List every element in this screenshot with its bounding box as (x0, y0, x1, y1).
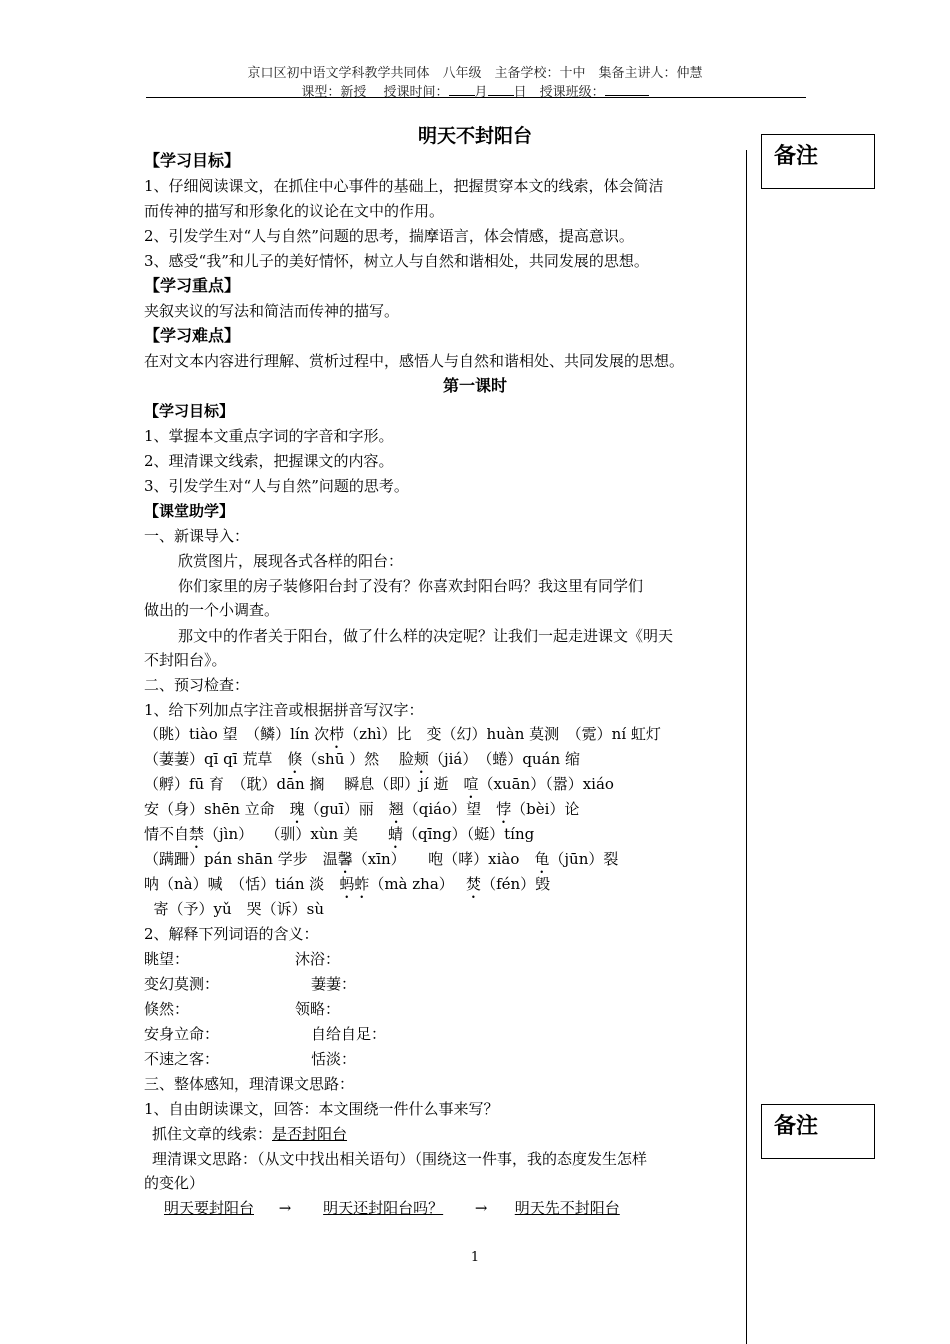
difficulty-line: 在对文本内容进行理解、赏析过程中，感悟人与自然和谐相处、共同发展的思想。 (144, 352, 685, 370)
pinyin-text: （xuān）（嚣）xiáo (478, 775, 614, 793)
intro-heading: 一、新课导入： (144, 527, 250, 545)
lesson-heading: 第一课时 (442, 376, 507, 395)
time-label: 授课时间： (383, 85, 449, 100)
note-box-2 (761, 1104, 875, 1159)
pinyin-text: 呐（nà）喊 （恬）tián 淡 (144, 875, 340, 893)
pinyin-row-1 (144, 724, 661, 752)
dotted-char: 蜻 (387, 825, 403, 843)
preview-heading: 二、预习检查： (144, 676, 250, 694)
dotted-char: 悖 (496, 800, 512, 818)
lesson-goal-2: 2、理清课文线索，把握课文的内容。 (144, 452, 394, 470)
arrow-icon: → (474, 1199, 488, 1217)
pinyin-text: （shū ）然 脸 (302, 750, 414, 768)
intro-line-1: 欣赏图片，展现各式各样的阳台： (178, 552, 404, 570)
pinyin-text: （qīng）（蜓）tíng (402, 825, 535, 843)
dotted-char: 颊 (413, 750, 429, 768)
dotted-char: 倏 (287, 750, 303, 768)
word-item: 萋萋： (311, 975, 357, 993)
pinyin-text: （mà zha） (369, 875, 467, 893)
word-item: 变幻莫测： (144, 975, 220, 993)
pinyin-text: （xīn） 咆（哮）xiào (352, 850, 535, 868)
class-blank (605, 81, 649, 96)
pinyin-text: （蹒跚）pán shān 学步 温 (144, 850, 338, 868)
page-title: 明天不封阳台 (417, 125, 532, 147)
pinyin-text: （萋萋）qī qī 荒草 (144, 750, 288, 768)
note-label-1: 备注 (774, 144, 819, 169)
flow-step-1: 明天要封阳台 (163, 1199, 254, 1217)
goal-line-3: 2、引发学生对“人与自然”问题的思考，揣摩语言，体会情感，提高意识。 (144, 227, 634, 245)
clue-label: 抓住文章的线索： (152, 1125, 273, 1143)
word-item: 眺望： (144, 950, 190, 968)
lesson-goals-heading: 【学习目标】 (144, 402, 235, 420)
outline-line-2: 的变化） (144, 1174, 205, 1192)
pinyin-text: （qiáo）望 (403, 800, 497, 818)
intro-line-5: 不封阳台》。 (144, 651, 227, 669)
month-blank (449, 81, 475, 96)
word-item: 领略： (295, 1000, 341, 1018)
margin-divider (746, 150, 747, 1344)
goal-line-2: 而传神的描写和形象化的议论在文中的作用。 (144, 202, 445, 220)
dotted-char: 禁 (189, 825, 205, 843)
dotted-char: 馨 (337, 850, 353, 868)
word-item: 安身立命： (144, 1025, 220, 1043)
pinyin-row-5 (144, 824, 534, 852)
pinyin-text: （眺）tiào 望 （鳞）lín 次 (144, 725, 330, 743)
day-blank (488, 81, 514, 96)
section-difficulty-heading: 【学习难点】 (144, 326, 241, 345)
header-divider (146, 97, 806, 98)
pinyin-row-7 (144, 874, 550, 902)
intro-line-2: 你们家里的房子装修阳台封了没有？你喜欢封阳台吗？我这里有同学们 (178, 577, 644, 595)
pinyin-text: （fén）毁 (481, 875, 551, 893)
note-label-2: 备注 (774, 1114, 819, 1139)
pinyin-text: （guī）丽 (304, 800, 389, 818)
goal-line-4: 3、感受“我”和儿子的美好情怀，树立人与自然和谐相处，共同发展的思想。 (144, 252, 649, 270)
dotted-char: 龟 (534, 850, 550, 868)
attitude-flow (144, 1198, 642, 1218)
pinyin-text: 安（身）shēn 立命 (144, 800, 290, 818)
pinyin-row-4 (144, 799, 579, 827)
word-item: 自给自足： (311, 1025, 387, 1043)
dotted-char: 焚 (466, 875, 482, 893)
pinyin-text: 情不自 (144, 825, 190, 843)
dotted-char: 翘 (388, 800, 404, 818)
word-item: 不速之客： (144, 1050, 220, 1068)
explain-heading: 2、解释下列词语的含义： (144, 925, 319, 943)
word-item: 恬淡： (311, 1050, 357, 1068)
month-label: 月 (474, 85, 488, 100)
flow-step-2: 明天还封阳台吗？ (323, 1199, 444, 1217)
section-goals-heading: 【学习目标】 (144, 151, 241, 170)
dotted-char: 喧 (463, 775, 479, 793)
course-type: 课型：新授 (301, 85, 367, 100)
overview-heading: 三、整体感知，理清课文思路： (144, 1075, 355, 1093)
day-label: 日 (513, 85, 527, 100)
dotted-char: 瑰 (289, 800, 305, 818)
pinyin-text: （jiá） （蜷）quán 缩 (428, 750, 580, 768)
pinyin-text: （zhì）比 变（幻）huàn 莫测 （霓）ní 虹灯 (344, 725, 661, 743)
class-label: 授课班级： (539, 85, 605, 100)
lesson-goal-3: 3、引发学生对“人与自然”问题的思考。 (144, 477, 409, 495)
pinyin-text: （jūn）裂 (549, 850, 619, 868)
dotted-char: 栉 (329, 725, 345, 743)
header-line1: 京口区初中语文学科教学共同体 八年级 主备学校：十中 集备主讲人：仲慧 (247, 66, 703, 81)
lesson-goal-1: 1、掌握本文重点字词的字音和字形。 (144, 427, 394, 445)
word-item: 沐浴： (295, 950, 341, 968)
pinyin-instruction: 1、给下列加点字注音或根据拼音写汉字： (144, 701, 424, 719)
goal-line-1: 1、仔细阅读课文，在抓住中心事件的基础上，把握贯穿本文的线索，体会简洁 (144, 177, 664, 195)
intro-line-3: 做出的一个小调查。 (144, 601, 280, 619)
arrow-icon: → (278, 1199, 292, 1217)
dotted-char: 蚂蚱 (339, 875, 370, 893)
pinyin-row-3 (144, 774, 614, 802)
pinyin-text: （孵）fū 育 （耽）dān 搁 瞬息（即）jí 逝 (144, 775, 464, 793)
overview-question: 1、自由朗读课文，回答：本文围绕一件什么事来写？ (144, 1100, 499, 1118)
flow-step-3: 明天先不封阳台 (514, 1199, 620, 1217)
intro-line-4: 那文中的作者关于阳台，做了什么样的决定呢？让我们一起走进课文《明天 (178, 627, 674, 645)
focus-line: 夹叙夹议的写法和简洁而传神的描写。 (144, 302, 400, 320)
pinyin-row-2 (144, 749, 580, 777)
section-focus-heading: 【学习重点】 (144, 276, 241, 295)
pinyin-text: （bèi）论 (511, 800, 580, 818)
pinyin-row-8: 寄（予）yǔ 哭（诉）sù (144, 900, 325, 918)
outline-line-1: 理清课文思路：（从文中找出相关语句）（围绕这一件事，我的态度发生怎样 (152, 1150, 648, 1168)
clue-line (152, 1124, 400, 1144)
pinyin-row-6 (144, 849, 618, 877)
page-number: 1 (470, 1250, 480, 1265)
word-item: 倏然： (144, 1000, 190, 1018)
classroom-heading: 【课堂助学】 (144, 502, 235, 520)
pinyin-text: （jìn） （驯）xùn 美 (204, 825, 388, 843)
clue-answer: 是否封阳台 (272, 1125, 348, 1143)
header-line2 (0, 81, 950, 101)
